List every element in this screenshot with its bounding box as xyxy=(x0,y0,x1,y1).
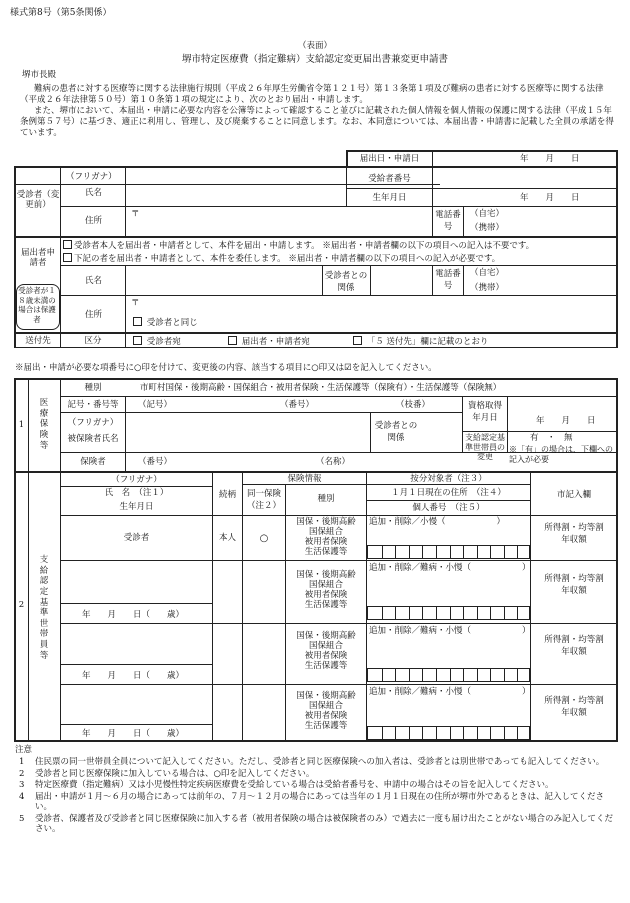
header-same-insurance: 同一保険（注２） xyxy=(246,489,281,511)
note-number: 2 xyxy=(19,768,25,779)
row1-name: 受診者 xyxy=(123,533,150,543)
checkbox-self-icon[interactable] xyxy=(63,240,72,249)
digit-divider xyxy=(463,727,464,739)
row3-insurance-kinds[interactable] xyxy=(286,631,366,671)
date-label: 届出日・申請日 xyxy=(359,154,420,164)
cert-no-label: 受給者番号 xyxy=(368,174,411,184)
header-furigana: （フリガナ） xyxy=(111,475,162,485)
note-number: 4 xyxy=(19,791,25,802)
note-text: 受診者と同じ医療保険に加入している場合は、○印を記入してください。 xyxy=(35,768,315,779)
row2-birth[interactable]: 年 月 日（ 歳） xyxy=(82,610,185,620)
digit-divider xyxy=(490,669,491,681)
personal-number-field[interactable] xyxy=(367,545,530,559)
symbol-label: 記号・番号等 xyxy=(67,400,119,410)
kind-4: 生活保護等 xyxy=(304,721,348,731)
header-name: 氏 名 （注１） xyxy=(104,488,169,498)
digit-divider xyxy=(395,546,396,558)
applicant-label: 届出者申請者 xyxy=(20,248,55,269)
income-2: 年収額 xyxy=(561,535,587,545)
kind-2: 国保組合 xyxy=(308,527,343,537)
applicant-guardian-note: 受診者が１８歳未満の場合は保護者 xyxy=(18,286,56,324)
row4-income xyxy=(531,695,617,719)
note-item xyxy=(15,792,615,813)
send-to-option-applicant[interactable] xyxy=(228,336,310,347)
header-address: １月１日現在の住所 （注４） xyxy=(391,488,506,498)
digit-divider xyxy=(490,607,491,619)
kind-3: 被用者保険 xyxy=(304,590,348,600)
checkbox-send-other-icon[interactable] xyxy=(353,336,362,345)
note-item xyxy=(15,814,615,835)
row4-birth[interactable]: 年 月 日（ 歳） xyxy=(82,729,185,739)
row1-income xyxy=(531,522,617,546)
checkbox-same-icon[interactable] xyxy=(133,317,142,326)
row1-relationship: 本人 xyxy=(218,533,236,543)
insured-name-label: 被保険者氏名 xyxy=(67,434,119,444)
note-item xyxy=(15,780,615,791)
digit-divider xyxy=(450,546,451,558)
digit-divider xyxy=(517,607,518,619)
kind-4: 生活保護等 xyxy=(304,661,348,671)
digit-divider xyxy=(436,669,437,681)
digit-divider xyxy=(490,727,491,739)
row1-insurance-kinds[interactable] xyxy=(286,517,366,557)
checkbox-send-applicant-icon[interactable] xyxy=(228,336,237,345)
digit-divider xyxy=(395,669,396,681)
digit-divider xyxy=(504,727,505,739)
applicant-same-as-patient[interactable] xyxy=(133,317,198,328)
patient-phone-mobile: （携帯） xyxy=(470,223,505,233)
kind-3: 被用者保険 xyxy=(304,651,348,661)
insurance-kind-label: 種別 xyxy=(84,383,102,393)
applicant-option-1[interactable] xyxy=(63,240,534,251)
header-target: 按分対象者（注３） xyxy=(410,474,487,484)
digit-divider xyxy=(504,669,505,681)
intro-paragraph-1: 難病の患者に対する医療等に関する法律施行規則（平成２６年厚生労働省令第１２１号）第１３条第１項及び難病の患者に対する医療等に関する法律（平成２６年法律第５０号）第１０条第１項の規定により、次のとおり届出・申請します。 xyxy=(20,84,604,105)
kind-1: 国保・後期高齢 xyxy=(296,691,356,701)
income-1: 所得割・均等割 xyxy=(544,523,604,533)
digit-divider xyxy=(382,727,383,739)
digit-divider xyxy=(504,607,505,619)
insurer-number[interactable]: （番号） xyxy=(138,457,173,467)
send-to-option-3-text: 「５ 送付先」欄に記載のとおり xyxy=(366,337,489,347)
digit-divider xyxy=(477,669,478,681)
row4-action[interactable]: 追加・削除／難病・小慢（ ） xyxy=(369,687,531,697)
digit-divider xyxy=(477,727,478,739)
digit-divider xyxy=(463,546,464,558)
digit-divider xyxy=(490,546,491,558)
kind-1: 国保・後期高齢 xyxy=(296,517,356,527)
income-1: 所得割・均等割 xyxy=(544,696,604,706)
kind-1: 国保・後期高齢 xyxy=(296,570,356,580)
note-text: 特定医療費（指定難病）又は小児慢性特定疾病医療費を受給している場合は受給者番号を、申請中の場合はその旨を記入してください。 xyxy=(35,780,554,790)
addressee: 堺市長殿 xyxy=(22,70,57,80)
digit-divider xyxy=(477,546,478,558)
digit-divider xyxy=(409,669,410,681)
checkbox-delegate-icon[interactable] xyxy=(63,253,72,262)
kind-3: 被用者保険 xyxy=(304,537,348,547)
section-1-label: 医療保険等 xyxy=(39,398,49,451)
header-insurance: 保険情報 xyxy=(287,474,322,484)
row1-action[interactable]: 追加・削除／小慢（ ） xyxy=(369,517,506,527)
applicant-name-label: 氏名 xyxy=(85,276,103,286)
patient-postal: 〒 xyxy=(131,209,140,219)
header-city-use: 市記入欄 xyxy=(556,490,591,500)
insurance-kinds[interactable]: 市町村国保・後期高齢・国保組合・被用者保険・生活保護等（保険有）・生活保護等（保険無） xyxy=(140,383,502,393)
note-text: 住民票の同一世帯員全員について記入してください。ただし、受診者と同じ医療保険への加入者は、受診者とは別世帯であっても記入してください。 xyxy=(35,757,605,767)
patient-phone-home: （自宅） xyxy=(470,209,505,219)
digit-divider xyxy=(409,727,410,739)
digit-divider xyxy=(477,607,478,619)
patient-phone-label: 電話番号 xyxy=(435,210,461,232)
checkbox-send-patient-icon[interactable] xyxy=(133,336,142,345)
row2-income xyxy=(531,573,617,597)
kind-4: 生活保護等 xyxy=(304,600,348,610)
digit-divider xyxy=(450,607,451,619)
digit-divider xyxy=(382,607,383,619)
applicant-phone-home: （自宅） xyxy=(470,268,505,278)
birth-ymd: 年 月 日 xyxy=(520,193,580,203)
digit-divider xyxy=(436,546,437,558)
digit-divider xyxy=(463,669,464,681)
applicant-postal: 〒 xyxy=(131,298,140,308)
income-2: 年収額 xyxy=(561,708,587,718)
insurer-name[interactable]: （名称） xyxy=(316,457,351,467)
applicant-option-2-note: ※届出者・申請者欄の以下の項目への記入が必要です。 xyxy=(288,254,501,264)
patient-label: 受診者（変更前） xyxy=(16,190,60,211)
kind-1: 国保・後期高齢 xyxy=(296,631,356,641)
digit-divider xyxy=(422,546,423,558)
header-kind: 種別 xyxy=(317,494,335,504)
digit-divider xyxy=(436,727,437,739)
form-side: （表面） xyxy=(297,41,332,51)
personal-number-field[interactable] xyxy=(367,606,530,620)
digit-divider xyxy=(463,607,464,619)
row1-same-insurance: ○ xyxy=(259,533,269,544)
digit-divider xyxy=(517,546,518,558)
patient-address-label: 住所 xyxy=(85,216,103,226)
intro-paragraph-2: また、堺市において、本届出・申請に必要な内容を公簿等によって確認すること並びに記載された個人情報を個人情報の保護に関する法律（平成１５年条例第５７号）に基づき、適正に利用し、管理し、及び廃棄することに同意します。なお、本同意については、本届出書・申請書に記載した全員の承諾を得ています。 xyxy=(20,106,614,138)
header-birth: 生年月日 xyxy=(119,502,154,512)
acquisition-date-label: 資格取得年月日 xyxy=(467,401,502,423)
date-ymd: 年 月 日 xyxy=(520,154,580,164)
digit-divider xyxy=(436,607,437,619)
applicant-option-2-text: 下記の者を届出者・申請者として、本件を委任します。 xyxy=(74,254,286,264)
applicant-relation-label: 受診者との関係 xyxy=(324,271,368,293)
income-2: 年収額 xyxy=(561,586,587,596)
applicant-option-1-text: 受診者本人を届出者・申請者として、本件を届出・申請します。 xyxy=(74,241,320,251)
base-members-change-label: 支給認定基準世帯員の変更 xyxy=(465,433,505,461)
digit-divider xyxy=(409,607,410,619)
insured-relation-label: 受診者との関係 xyxy=(374,421,418,443)
digit-divider xyxy=(517,727,518,739)
notes-list xyxy=(15,757,615,836)
send-to-label: 送付先 xyxy=(25,336,51,346)
birth-label: 生年月日 xyxy=(372,193,407,203)
row3-birth[interactable]: 年 月 日（ 歳） xyxy=(82,671,185,681)
form-number: 様式第8号（第5条関係） xyxy=(10,8,112,18)
digit-divider xyxy=(450,727,451,739)
kind-2: 国保組合 xyxy=(308,701,343,711)
personal-number-field[interactable] xyxy=(367,726,530,740)
digit-divider xyxy=(422,669,423,681)
header-relationship: 続柄 xyxy=(218,490,236,500)
personal-number-field[interactable] xyxy=(367,668,530,682)
digit-divider xyxy=(517,669,518,681)
income-1: 所得割・均等割 xyxy=(544,574,604,584)
instruction: ※届出・申請が必要な項番号に○印を付けて、変更後の内容、該当する項目に○印又は☑を記入してください。 xyxy=(15,363,437,373)
row2-action[interactable]: 追加・削除／難病・小慢（ ） xyxy=(369,563,531,573)
digit-divider xyxy=(395,727,396,739)
applicant-address-label: 住所 xyxy=(85,310,103,320)
insured-furigana: （フリガナ） xyxy=(67,418,119,428)
send-to-option-2-text: 届出者・申請者宛 xyxy=(241,337,310,347)
applicant-option-2[interactable] xyxy=(63,253,500,264)
applicant-option-1-note: ※届出者・申請者欄の以下の項目への記入は不要です。 xyxy=(322,241,535,251)
section-2-label: 支給認定基準世帯員等 xyxy=(39,555,49,661)
insurer-label: 保険者 xyxy=(80,457,106,467)
number-field[interactable]: （番号） xyxy=(280,400,315,410)
row3-income xyxy=(531,634,617,658)
form-title: 堺市特定医療費（指定難病）支給認定変更届出書兼変更申請書 xyxy=(181,54,448,65)
base-members-note: ※「有」の場合は、下欄への記入が必要 xyxy=(509,445,613,464)
digit-divider xyxy=(422,727,423,739)
income-2: 年収額 xyxy=(561,647,587,657)
note-number: 3 xyxy=(19,780,25,790)
note-text: 受診者、保護者及び受診者と同じ医療保険に加入する者（被用者保険の場合は被保険者のみ）で過去に一度も届け出たことがない場合のみ記入してください。 xyxy=(35,813,614,834)
branch-field[interactable]: （枝番） xyxy=(396,400,431,410)
notes-title: 注意 xyxy=(15,745,33,755)
acquisition-date-ymd[interactable]: 年 月 日 xyxy=(536,416,596,426)
note-text: 届出・申請が１月～６月の場合にあっては前年の、７月～１２月の場合にあっては当年の１月１日現在の住所が堺市外であるときは、記入してください。 xyxy=(35,791,604,812)
income-1: 所得割・均等割 xyxy=(544,635,604,645)
note-number: 5 xyxy=(19,813,25,824)
send-to-category: 区分 xyxy=(84,336,102,346)
base-members-yes-no[interactable]: 有 ・ 無 xyxy=(530,433,573,443)
patient-name-label: 氏名 xyxy=(85,188,103,198)
section-1-number: 1 xyxy=(18,420,25,430)
row3-action[interactable]: 追加・削除／難病・小慢（ ） xyxy=(369,626,531,636)
digit-divider xyxy=(382,546,383,558)
kind-3: 被用者保険 xyxy=(304,711,348,721)
digit-divider xyxy=(409,546,410,558)
note-number: 1 xyxy=(19,757,25,767)
patient-furigana: （フリガナ） xyxy=(66,172,117,182)
send-to-option-patient[interactable] xyxy=(133,336,181,347)
send-to-option-other[interactable] xyxy=(353,336,488,347)
applicant-phone-mobile: （携帯） xyxy=(470,283,505,293)
digit-divider xyxy=(395,607,396,619)
digit-divider xyxy=(422,607,423,619)
digit-divider xyxy=(450,669,451,681)
row2-insurance-kinds[interactable] xyxy=(286,570,366,610)
applicant-phone-label: 電話番号 xyxy=(435,269,461,291)
digit-divider xyxy=(504,546,505,558)
row4-insurance-kinds[interactable] xyxy=(286,691,366,731)
send-to-option-1-text: 受診者宛 xyxy=(146,337,181,347)
note-item xyxy=(15,769,615,780)
note-item xyxy=(15,757,615,768)
applicant-same-text: 受診者と同じ xyxy=(146,318,198,328)
section-2-number: 2 xyxy=(18,600,25,610)
header-personal-number: 個人番号 （注５） xyxy=(412,503,485,513)
kind-2: 国保組合 xyxy=(308,580,343,590)
kind-2: 国保組合 xyxy=(308,641,343,651)
kind-4: 生活保護等 xyxy=(304,547,348,557)
symbol-field[interactable]: （記号） xyxy=(138,400,173,410)
digit-divider xyxy=(382,669,383,681)
